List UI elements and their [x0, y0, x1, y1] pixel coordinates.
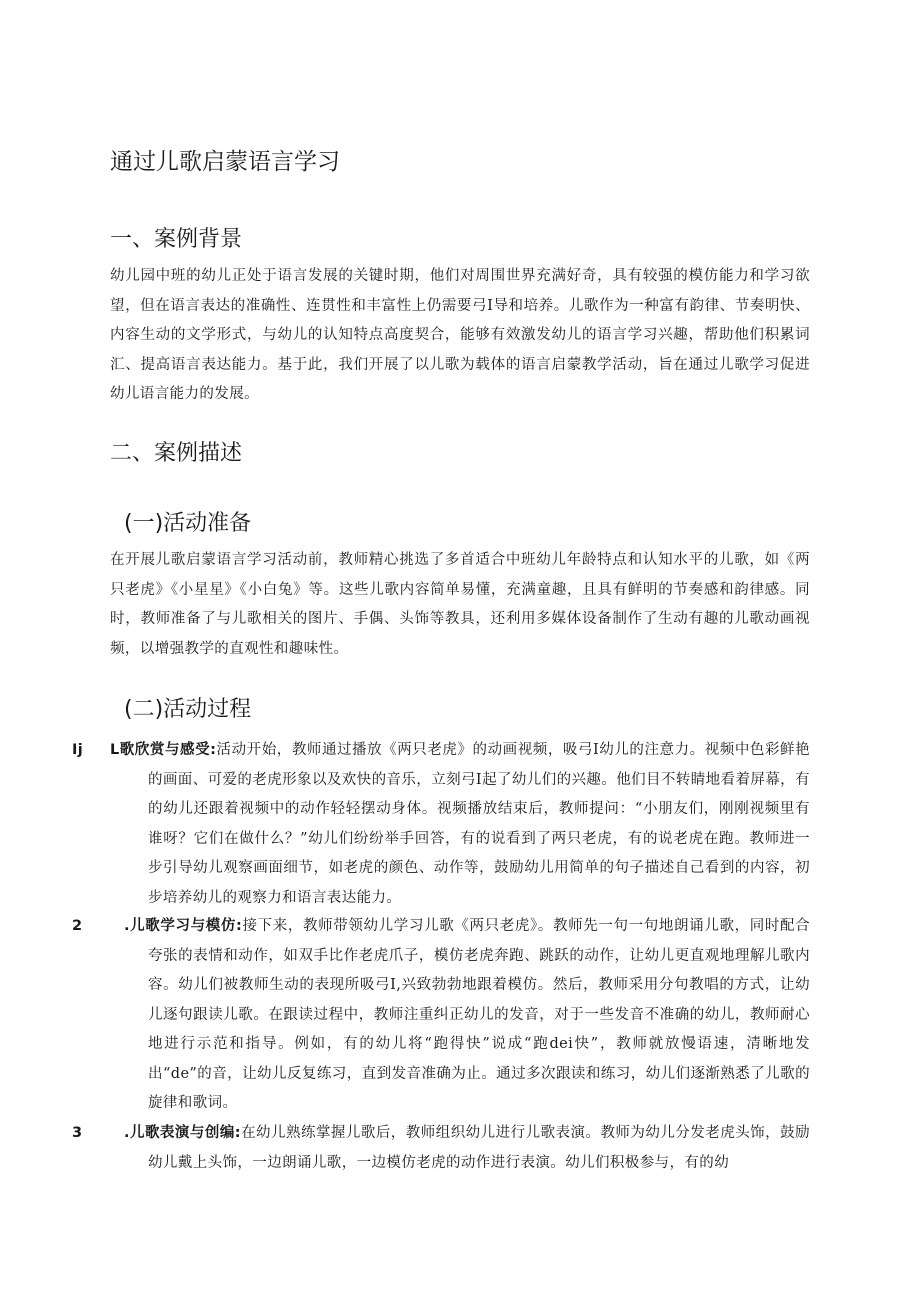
preparation-paragraph: 在开展儿歌启蒙语言学习活动前，教师精心挑选了多首适合中班幼儿年龄特点和认知水平的儿歌，如《两只老虎》《小星星》《小白兔》等。这些儿歌内容简单易懂，充满童趣，且具有鲜明的节奏感和韵律感。同时，教师准备了与儿歌相关的图片、手偶、头饰等教具，还利用多媒体设备制作了生动有趣的儿歌动画视频，以增强教学的直观性和趣味性。 [110, 552, 810, 657]
section-heading-background: 一、案例背景 [110, 227, 243, 252]
subsection-heading-process: (二)活动过程 [124, 697, 252, 722]
background-paragraph: 幼儿园中班的幼儿正处于语言发展的关键时期，他们对周围世界充满好奇，具有较强的模仿能力和学习欲望，但在语言表达的准确性、连贯性和丰富性上仍需要弓I导和培养。儿歌作为一种富有韵律、节奏明快、内容生动的文学形式，与幼儿的认知特点高度契合，能够有效激发幼儿的语言学习兴趣，帮助他们积累词汇、提高语言表达能力。基于此，我们开展了以儿歌为载体的语言启蒙教学活动，旨在通过儿歌学习促进幼儿语言能力的发展。 [110, 268, 810, 402]
section-heading-description: 二、案例描述 [110, 441, 243, 466]
list-item-learning: 2 .儿歌学习与模仿:接下来，教师带领幼儿学习儿歌《两只老虎》。教师先一句一句地朗诵儿歌，同时配合夸张的表情和动作，如双手比作老虎爪子，模仿老虎奔跑、跳跃的动作，让幼儿更直观地理解儿歌内容。幼儿们被教师生动的表现所吸弓I,兴致勃勃地跟着模仿。然后，教师采用分句教唱的方式，让幼儿逐句跟读儿歌。在跟读过程中，教师注重纠正幼儿的发音，对于一些发音不准确的幼儿，教师耐心地进行示范和指导。例如，有的幼儿将“跑得快”说成“跑dei快”，教师就放慢语速，清晰地发出“de”的音，让幼儿反复练习，直到发音准确为止。通过多次跟读和练习，幼儿们逐渐熟悉了儿歌的旋律和歌词。 [72, 918, 811, 1111]
list-item-appreciation: Ij L歌欣赏与感受:活动开始，教师通过播放《两只老虎》的动画视频，吸弓I幼儿的注意力。视频中色彩鲜艳的画面、可爱的老虎形象以及欢快的音乐，立刻弓I起了幼儿们的兴趣。他们目不转睛地看着屏幕，有的幼儿还跟着视频中的动作轻轻摆动身体。视频播放结束后，教师提问：“小朋友们，刚刚视频里有谁呀？它们在做什么？”幼儿们纷纷举手回答，有的说看到了两只老虎，有的说老虎在跑。教师进一步引导幼儿观察画面细节，如老虎的颜色、动作等，鼓励幼儿用简单的句子描述自己看到的内容，初步培养幼儿的观察力和语言表达能力。 [72, 742, 810, 906]
list-item-lead: .儿歌学习与模仿: [124, 918, 243, 934]
list-item-performance: 3 .儿歌表演与创编:在幼儿熟练掌握儿歌后，教师组织幼儿进行儿歌表演。教师为幼儿分发老虎头饰，鼓励幼儿戴上头饰，一边朗诵儿歌，一边模仿老虎的动作进行表演。幼儿们积极参与，有的幼 [72, 1125, 810, 1171]
document-title: 通过儿歌启蒙语言学习 [110, 149, 340, 175]
subsection-heading-preparation: (一)活动准备 [124, 511, 252, 536]
list-item-text: 接下来，教师带领幼儿学习儿歌《两只老虎》。教师先一句一句地朗诵儿歌，同时配合夸张的表情和动作，如双手比作老虎爪子，模仿老虎奔跑、跳跃的动作，让幼儿更直观地理解儿歌内容。幼儿们被教师生动的表现所吸弓I,兴致勃勃地跟着模仿。然后，教师采用分句教唱的方式，让幼儿逐句跟读儿歌。在跟读过程中，教师注重纠正幼儿的发音，对于一些发音不准确的幼儿，教师耐心地进行示范和指导。例如，有的幼儿将“跑得快”说成“跑dei快”，教师就放慢语速，清晰地发出“de”的音，让幼儿反复练习，直到发音准确为止。通过多次跟读和练习，幼儿们逐渐熟悉了儿歌的旋律和歌词。 [148, 918, 811, 1111]
list-item-lead: L歌欣赏与感受: [110, 742, 217, 758]
list-item-lead: .儿歌表演与创编: [124, 1125, 241, 1141]
list-item-text: 活动开始，教师通过播放《两只老虎》的动画视频，吸弓I幼儿的注意力。视频中色彩鲜艳的画面、可爱的老虎形象以及欢快的音乐，立刻弓I起了幼儿们的兴趣。他们目不转睛地看着屏幕，有的幼儿还跟着视频中的动作轻轻摆动身体。视频播放结束后，教师提问：“小朋友们，刚刚视频里有谁呀？它们在做什么？”幼儿们纷纷举手回答，有的说看到了两只老虎，有的说老虎在跑。教师进一步引导幼儿观察画面细节，如老虎的颜色、动作等，鼓励幼儿用简单的句子描述自己看到的内容，初步培养幼儿的观察力和语言表达能力。 [148, 742, 810, 906]
list-item-text: 在幼儿熟练掌握儿歌后，教师组织幼儿进行儿歌表演。教师为幼儿分发老虎头饰，鼓励幼儿戴上头饰，一边朗诵儿歌，一边模仿老虎的动作进行表演。幼儿们积极参与，有的幼 [148, 1125, 810, 1171]
